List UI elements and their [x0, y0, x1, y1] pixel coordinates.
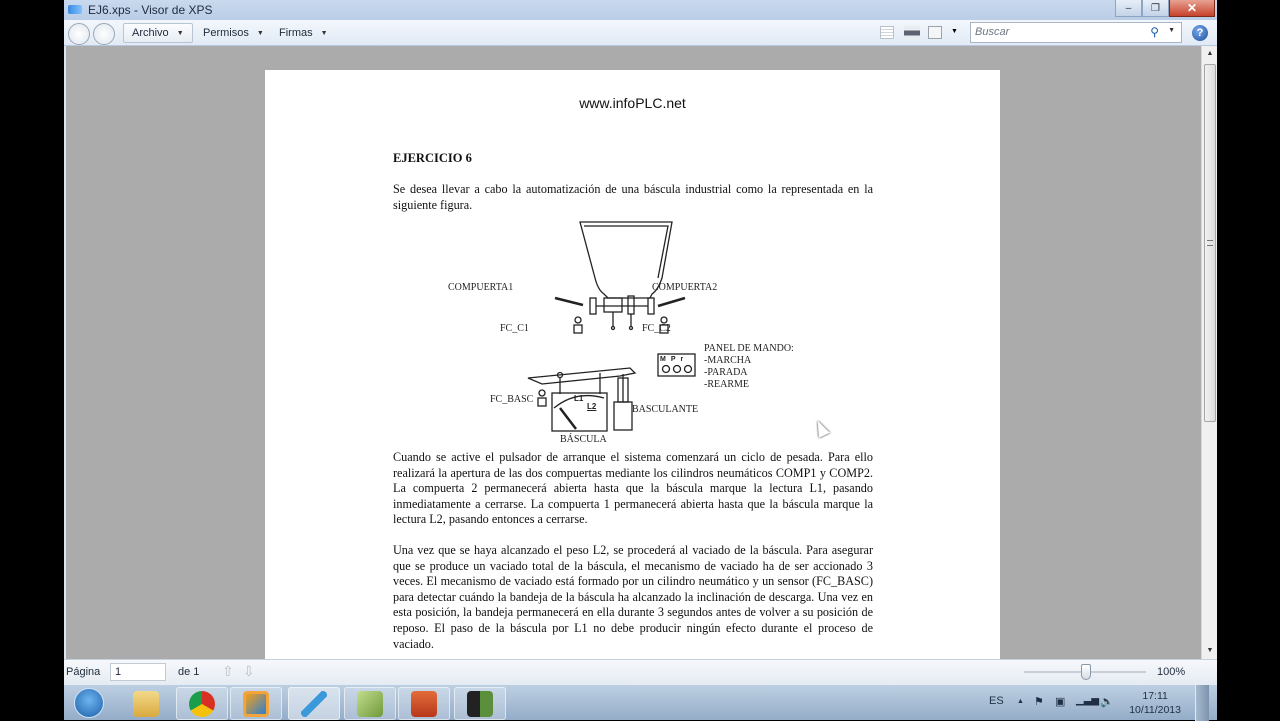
search-icon[interactable]: ⚲: [1150, 25, 1159, 39]
action-center-flag-icon[interactable]: ⚑: [1034, 696, 1044, 708]
toolbar: [64, 20, 1217, 46]
label-panel-title: PANEL DE MANDO:: [704, 343, 794, 354]
zoom-level: 100%: [1157, 666, 1186, 678]
taskbar: [64, 684, 1217, 720]
grip-icon: [1207, 240, 1213, 246]
back-button[interactable]: [68, 23, 90, 45]
taskbar-green-app[interactable]: [344, 687, 396, 720]
document-page: [265, 70, 1000, 659]
language-indicator[interactable]: ES: [989, 695, 1004, 707]
menu-permisos[interactable]: [195, 23, 272, 43]
restore-button[interactable]: ❐: [1142, 0, 1169, 17]
label-compuerta1: COMPUERTA1: [448, 282, 514, 293]
clock-date: 10/11/2013: [1129, 704, 1181, 716]
network-signal-icon[interactable]: ▁▃▅: [1076, 695, 1100, 706]
next-page-icon[interactable]: ⇩: [243, 663, 255, 679]
forward-button[interactable]: [93, 23, 115, 45]
document-viewport[interactable]: [66, 46, 1201, 659]
search-placeholder: Buscar: [975, 26, 1010, 38]
taskbar-chrome[interactable]: [176, 687, 228, 720]
label-compuerta2: COMPUERTA2: [652, 282, 718, 293]
label-l2: L2: [587, 402, 597, 411]
label-l1: L1: [574, 394, 584, 403]
menu-firmas[interactable]: [271, 23, 336, 43]
title-bar[interactable]: [64, 0, 1217, 20]
powerpoint-icon: [411, 691, 437, 717]
close-button[interactable]: ✕: [1169, 0, 1215, 17]
chrome-icon: [189, 691, 215, 717]
taskbar-vmware[interactable]: [230, 687, 282, 720]
vertical-scrollbar[interactable]: [1201, 46, 1217, 659]
label-panel-parada: -PARADA: [704, 367, 748, 378]
xps-app-icon: [68, 5, 82, 14]
system-tray: [989, 685, 1209, 721]
previous-page-icon[interactable]: ⇧: [222, 663, 234, 679]
menu-archivo-label: Archivo: [132, 27, 169, 39]
page-total: de 1: [178, 666, 200, 678]
taskbar-messenger[interactable]: [288, 687, 340, 720]
print-icon[interactable]: [904, 26, 920, 39]
scroll-down-icon[interactable]: ▼: [1206, 647, 1214, 654]
chevron-down-icon[interactable]: ▼: [951, 28, 958, 35]
zoom-view-icon[interactable]: [928, 26, 942, 39]
taskbar-explorer[interactable]: [120, 687, 172, 720]
scrollbar-thumb[interactable]: [1204, 64, 1216, 422]
paragraph-2: Una vez que se haya alcanzado el peso L2, se procederá al vaciado de la báscula. Para asegurar que se produce un vaciado total de la báscula, el mecanismo de vaciado ha de ser accionado 3 veces. El mecanismo de vaciado está formado por un cilindro neumático y un sensor (FC_BASC) para detectar cuándo la bandeja de la báscula ha alcanzado la inclinación de descarga. Una vez en esta posición, la bandeja permanecerá en ella durante 3 segundos antes de volver a su posición de reposo. El paso de la báscula por L1 no debe producir ningún efecto durante el proceso de vaciado.: [393, 543, 873, 651]
volume-icon[interactable]: 🔈: [1100, 696, 1114, 708]
xps-viewer-window: [64, 0, 1217, 684]
menu-archivo[interactable]: [123, 23, 193, 43]
zoom-slider-thumb[interactable]: [1081, 664, 1091, 680]
outline-icon[interactable]: [880, 26, 894, 39]
show-desktop-button[interactable]: [1195, 685, 1209, 721]
chevron-down-icon: ▼: [176, 29, 184, 37]
label-fc-c1: FC_C1: [500, 323, 529, 334]
window-title: EJ6.xps - Visor de XPS: [88, 3, 213, 17]
chevron-down-icon: ▼: [256, 29, 264, 37]
start-button[interactable]: [74, 688, 104, 718]
exercise-heading: EJERCICIO 6: [393, 151, 472, 165]
page-number-input[interactable]: 1: [110, 663, 166, 681]
clock[interactable]: [1129, 689, 1181, 717]
menu-permisos-label: Permisos: [203, 27, 249, 39]
chevron-down-icon: ▼: [320, 29, 328, 37]
status-bar: [64, 659, 1217, 684]
minimize-button[interactable]: –: [1115, 0, 1142, 17]
folder-icon: [133, 691, 159, 717]
label-bascula: BÁSCULA: [560, 434, 607, 445]
clock-time: 17:11: [1142, 690, 1168, 702]
label-fc-basc: FC_BASC: [490, 394, 534, 405]
label-basculante: BASCULANTE: [632, 404, 699, 415]
show-hidden-icons[interactable]: ▲: [1017, 698, 1024, 705]
page-header-site: www.infoPLC.net: [579, 95, 686, 111]
chevron-down-icon[interactable]: ▼: [1168, 27, 1175, 34]
search-input[interactable]: [970, 22, 1182, 43]
panel-keys: MPr: [660, 356, 689, 363]
scale-diagram: [448, 218, 794, 448]
label-fc-c2: FC_C2: [642, 323, 671, 334]
intro-paragraph: Se desea llevar a cabo la automatización de una báscula industrial como la representada en la siguiente figura.: [393, 182, 873, 212]
taskbar-video-app[interactable]: [454, 687, 506, 720]
green-app-icon: [357, 691, 383, 717]
taskbar-powerpoint[interactable]: [398, 687, 450, 720]
label-panel-marcha: -MARCHA: [704, 355, 752, 366]
label-panel-rearme: -REARME: [704, 379, 749, 390]
camera-icon: [467, 691, 493, 717]
scroll-up-icon[interactable]: ▲: [1206, 50, 1214, 57]
help-icon[interactable]: ?: [1192, 25, 1208, 41]
vmware-icon: [243, 691, 269, 717]
paper-plane-icon: [301, 691, 327, 717]
power-icon[interactable]: ▣: [1055, 696, 1066, 708]
paragraph-1: Cuando se active el pulsador de arranque el sistema comenzará un ciclo de pesada. Para ello realizará la apertura de las dos compuertas mediante los cilindros neumáticos COMP1 y COMP2. La compuerta 2 permanecerá abierta hasta que la báscula marque la lectura L1, pasando inmediatamente a cerrarse. La compuerta 1 permanecerá abierta hasta que la báscula marque la lectura L2, pasando entonces a cerrarse.: [393, 450, 873, 527]
page-label: Página: [66, 666, 101, 678]
menu-firmas-label: Firmas: [279, 27, 313, 39]
